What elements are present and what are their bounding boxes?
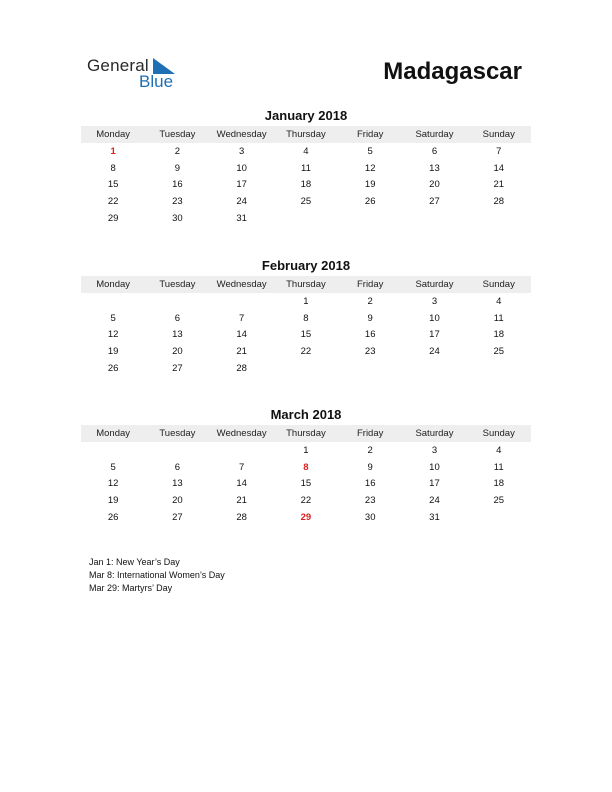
day-cell: 17 (429, 329, 440, 341)
weekday-header-row (81, 126, 531, 143)
day-cell: 10 (236, 162, 247, 174)
day-cell: 11 (300, 162, 311, 174)
day-cell: 27 (429, 195, 440, 207)
day-cell: 24 (236, 195, 247, 207)
day-cell: 21 (236, 494, 247, 506)
month-title: February 2018 (261, 258, 351, 273)
weekday-label: Sunday (482, 428, 515, 439)
day-cell: 28 (236, 511, 247, 523)
day-cell: 23 (364, 494, 376, 506)
day-cell: 14 (493, 162, 505, 174)
day-cell: 3 (431, 295, 438, 307)
week-row (81, 509, 531, 526)
day-cell: 30 (364, 511, 376, 523)
week-row (81, 475, 531, 492)
day-cell: 1 (303, 444, 309, 456)
day-cell: 1 (110, 145, 116, 157)
weekday-label: Thursday (286, 279, 326, 290)
weekday-label: Monday (96, 129, 131, 140)
day-cell: 20 (429, 179, 440, 191)
day-cell: 24 (429, 345, 440, 357)
weekday-label: Saturday (415, 428, 454, 439)
weekday-label: Friday (356, 129, 384, 140)
brand-logo (87, 56, 187, 92)
weekday-header-row (81, 276, 531, 293)
day-cell: 8 (303, 312, 309, 324)
weekday-label: Tuesday (159, 279, 196, 290)
week-row (81, 193, 531, 210)
day-cell: 12 (364, 162, 376, 174)
day-cell: 2 (367, 444, 373, 456)
day-cell: 26 (364, 195, 376, 207)
day-cell: 10 (429, 312, 440, 324)
week-row (81, 176, 531, 193)
day-cell: 30 (172, 212, 183, 224)
day-cell: 29 (300, 511, 312, 523)
weekday-label: Thursday (286, 129, 326, 140)
weekday-label: Thursday (286, 428, 326, 439)
day-cell: 20 (172, 345, 183, 357)
week-row (81, 343, 531, 360)
week-row (81, 143, 531, 160)
week-row (81, 160, 531, 177)
day-cell: 23 (364, 345, 376, 357)
day-cell: 4 (496, 444, 502, 456)
day-cell: 8 (110, 162, 116, 174)
week-row (81, 293, 531, 310)
day-cell: 5 (110, 312, 116, 324)
weekday-label: Monday (96, 428, 131, 439)
day-cell: 9 (367, 312, 373, 324)
week-row (81, 360, 531, 377)
holiday-note: Jan 1: New Year’s Day (89, 557, 180, 567)
day-cell: 15 (107, 179, 119, 191)
day-cell: 26 (107, 362, 119, 374)
day-cell: 15 (300, 329, 312, 341)
day-cell: 7 (239, 461, 245, 473)
day-cell: 13 (429, 162, 440, 174)
weekday-label: Wednesday (216, 129, 267, 140)
week-row (81, 492, 531, 509)
month-calendar (81, 257, 531, 376)
day-cell: 18 (493, 478, 505, 490)
day-cell: 19 (364, 179, 376, 191)
brand-name-general: General (87, 56, 149, 75)
month-title: January 2018 (264, 108, 348, 123)
weekday-label: Friday (356, 279, 384, 290)
holiday-note: Mar 29: Martyrs’ Day (89, 583, 173, 593)
day-cell: 16 (364, 478, 376, 490)
day-cell: 3 (431, 444, 438, 456)
holiday-note: Mar 8: International Women’s Day (89, 570, 225, 580)
day-cell: 27 (172, 362, 183, 374)
day-cell: 11 (493, 312, 504, 324)
day-cell: 13 (172, 478, 183, 490)
day-cell: 14 (236, 478, 247, 490)
day-cell: 15 (300, 478, 312, 490)
day-cell: 4 (303, 145, 309, 157)
day-cell: 19 (107, 494, 119, 506)
month-calendar (81, 406, 531, 525)
day-cell: 6 (174, 312, 181, 324)
day-cell: 26 (107, 511, 119, 523)
weekday-label: Wednesday (216, 279, 267, 290)
weekday-label: Monday (96, 279, 131, 290)
day-cell: 20 (172, 494, 183, 506)
day-cell: 5 (110, 461, 116, 473)
weekday-label: Sunday (482, 279, 515, 290)
day-cell: 1 (303, 295, 309, 307)
day-cell: 2 (367, 295, 373, 307)
week-row (81, 442, 531, 459)
day-cell: 18 (300, 179, 312, 191)
weekday-label: Tuesday (159, 428, 196, 439)
day-cell: 28 (493, 195, 505, 207)
day-cell: 14 (236, 329, 247, 341)
week-row (81, 459, 531, 476)
week-row (81, 326, 531, 343)
day-cell: 10 (429, 461, 440, 473)
brand-name-blue: Blue (139, 72, 174, 91)
weekday-label: Sunday (482, 129, 515, 140)
day-cell: 25 (300, 195, 312, 207)
day-cell: 25 (493, 345, 505, 357)
day-cell: 22 (300, 345, 312, 357)
day-cell: 12 (107, 478, 119, 490)
month-title: March 2018 (270, 407, 342, 422)
day-cell: 17 (236, 179, 247, 191)
day-cell: 12 (107, 329, 119, 341)
day-cell: 9 (367, 461, 373, 473)
weekday-header-row (81, 425, 531, 442)
day-cell: 7 (239, 312, 245, 324)
day-cell: 4 (496, 295, 502, 307)
day-cell: 13 (172, 329, 183, 341)
day-cell: 21 (236, 345, 247, 357)
day-cell: 29 (107, 212, 119, 224)
weekday-label: Saturday (415, 279, 454, 290)
week-row (81, 310, 531, 327)
day-cell: 16 (172, 179, 183, 191)
day-cell: 6 (174, 461, 181, 473)
day-cell: 19 (107, 345, 119, 357)
weekday-label: Friday (356, 428, 384, 439)
day-cell: 28 (236, 362, 247, 374)
day-cell: 9 (174, 162, 181, 174)
day-cell: 24 (429, 494, 440, 506)
day-cell: 31 (236, 212, 247, 224)
day-cell: 11 (493, 461, 504, 473)
day-cell: 7 (496, 145, 502, 157)
day-cell: 3 (239, 145, 245, 157)
day-cell: 21 (493, 179, 505, 191)
day-cell: 2 (174, 145, 181, 157)
weekday-label: Tuesday (159, 129, 196, 140)
country-title: Madagascar (383, 58, 522, 85)
day-cell: 8 (303, 461, 309, 473)
day-cell: 22 (300, 494, 312, 506)
day-cell: 16 (364, 329, 376, 341)
day-cell: 23 (172, 195, 183, 207)
week-row (81, 210, 531, 227)
holiday-notes (89, 556, 225, 595)
day-cell: 31 (429, 511, 440, 523)
day-cell: 25 (493, 494, 505, 506)
day-cell: 6 (431, 145, 438, 157)
day-cell: 18 (493, 329, 505, 341)
day-cell: 27 (172, 511, 183, 523)
day-cell: 17 (429, 478, 440, 490)
day-cell: 5 (367, 145, 373, 157)
weekday-label: Saturday (415, 129, 454, 140)
month-calendar (81, 107, 531, 226)
weekday-label: Wednesday (216, 428, 267, 439)
day-cell: 22 (107, 195, 119, 207)
